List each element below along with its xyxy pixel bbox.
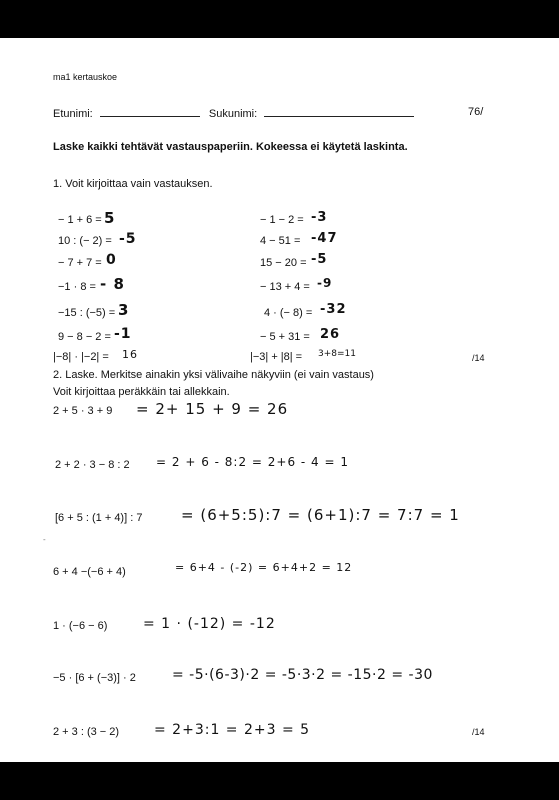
task1-left-q4: −1 · 8 = [58, 281, 96, 293]
firstname-field[interactable] [100, 106, 200, 117]
task1-left-q1: − 1 + 6 = [58, 214, 102, 226]
task2-q1: 2 + 5 · 3 + 9 [53, 405, 113, 417]
task1-right-q3: 15 − 20 = [260, 257, 307, 269]
task2-title: 2. Laske. Merkitse ainakin yksi välivaihe näkyviin (ei vain vastaus) [53, 369, 374, 381]
exam-paper [0, 38, 559, 762]
task1-left-q3: − 7 + 7 = [58, 257, 102, 269]
task1-left-a7: 16 [122, 348, 138, 361]
task1-right-q5: 4 · (− 8) = [264, 307, 313, 319]
task2-q5: 1 · (−6 − 6) [53, 620, 108, 632]
task1-right-a4: -9 [317, 276, 333, 290]
task1-right-q7: |−3| + |8| = [250, 351, 303, 363]
instruction: Laske kaikki tehtävät vastauspaperiin. Kokeessa ei käytetä laskinta. [53, 141, 408, 153]
task2-q3: [6 + 5 : (1 + 4)] : 7 [55, 512, 143, 524]
task1-left-a3: 0 [106, 252, 117, 268]
task1-left-a4: - 8 [100, 275, 125, 293]
task1-left-a6: -1 [114, 326, 132, 342]
task1-right-a2: -47 [311, 231, 338, 246]
total-score: 76/ [468, 106, 484, 118]
lastname-field[interactable] [264, 106, 414, 117]
scan-mark: - [43, 535, 46, 544]
task1-left-q2: 10 : (− 2) = [58, 235, 112, 247]
task2-q7: 2 + 3 : (3 − 2) [53, 726, 120, 738]
task2-a7: = 2+3:1 = 2+3 = 5 [154, 722, 311, 738]
task2-a1: = 2+ 15 + 9 = 26 [136, 400, 289, 418]
task2-a4: = 6+4 - (-2) = 6+4+2 = 12 [175, 561, 353, 574]
top-black-bar [0, 0, 559, 38]
task1-left-a2: -5 [119, 231, 137, 247]
task1-points: /14 [472, 353, 485, 363]
task2-points: /14 [472, 727, 485, 737]
task1-right-q1: − 1 − 2 = [260, 214, 304, 226]
task2-subtitle: Voit kirjoittaa peräkkäin tai allekkain. [53, 386, 230, 398]
task1-right-q2: 4 − 51 = [260, 235, 301, 247]
task1-left-q7: |−8| · |−2| = [53, 351, 109, 363]
task1-right-q4: − 13 + 4 = [260, 281, 310, 293]
task1-left-a1: 5 [104, 209, 116, 227]
task1-right-a1: -3 [311, 210, 328, 225]
task2-a5: = 1 · (-12) = -12 [143, 616, 276, 632]
course-label: ma1 kertauskoe [53, 72, 118, 82]
task1-left-q6: 9 − 8 − 2 = [58, 331, 111, 343]
task2-a2: = 2 + 6 - 8:2 = 2+6 - 4 = 1 [156, 455, 350, 469]
task2-a3: = (6+5:5):7 = (6+1):7 = 7:7 = 1 [181, 506, 460, 524]
name-row [53, 106, 414, 120]
bottom-black-bar [0, 762, 559, 800]
task1-left-a5: 3 [118, 301, 130, 319]
task1-right-a6: 26 [320, 327, 341, 342]
task2-a6: = -5·(6-3)·2 = -5·3·2 = -15·2 = -30 [172, 667, 433, 683]
lastname-label: Sukunimi: [208, 108, 258, 120]
task2-q6: −5 · [6 + (−3)] · 2 [53, 672, 136, 684]
task1-title: 1. Voit kirjoittaa vain vastauksen. [53, 178, 213, 190]
firstname-label: Etunimi: [53, 108, 93, 120]
task1-right-a3: -5 [311, 252, 328, 267]
task1-right-a7: 3+8=11 [318, 349, 356, 359]
task2-q2: 2 + 2 · 3 − 8 : 2 [55, 459, 130, 471]
task1-left-q5: −15 : (−5) = [58, 307, 116, 319]
task1-right-a5: -32 [320, 302, 347, 317]
task1-right-q6: − 5 + 31 = [260, 331, 310, 343]
task2-q4: 6 + 4 −(−6 + 4) [53, 566, 126, 578]
